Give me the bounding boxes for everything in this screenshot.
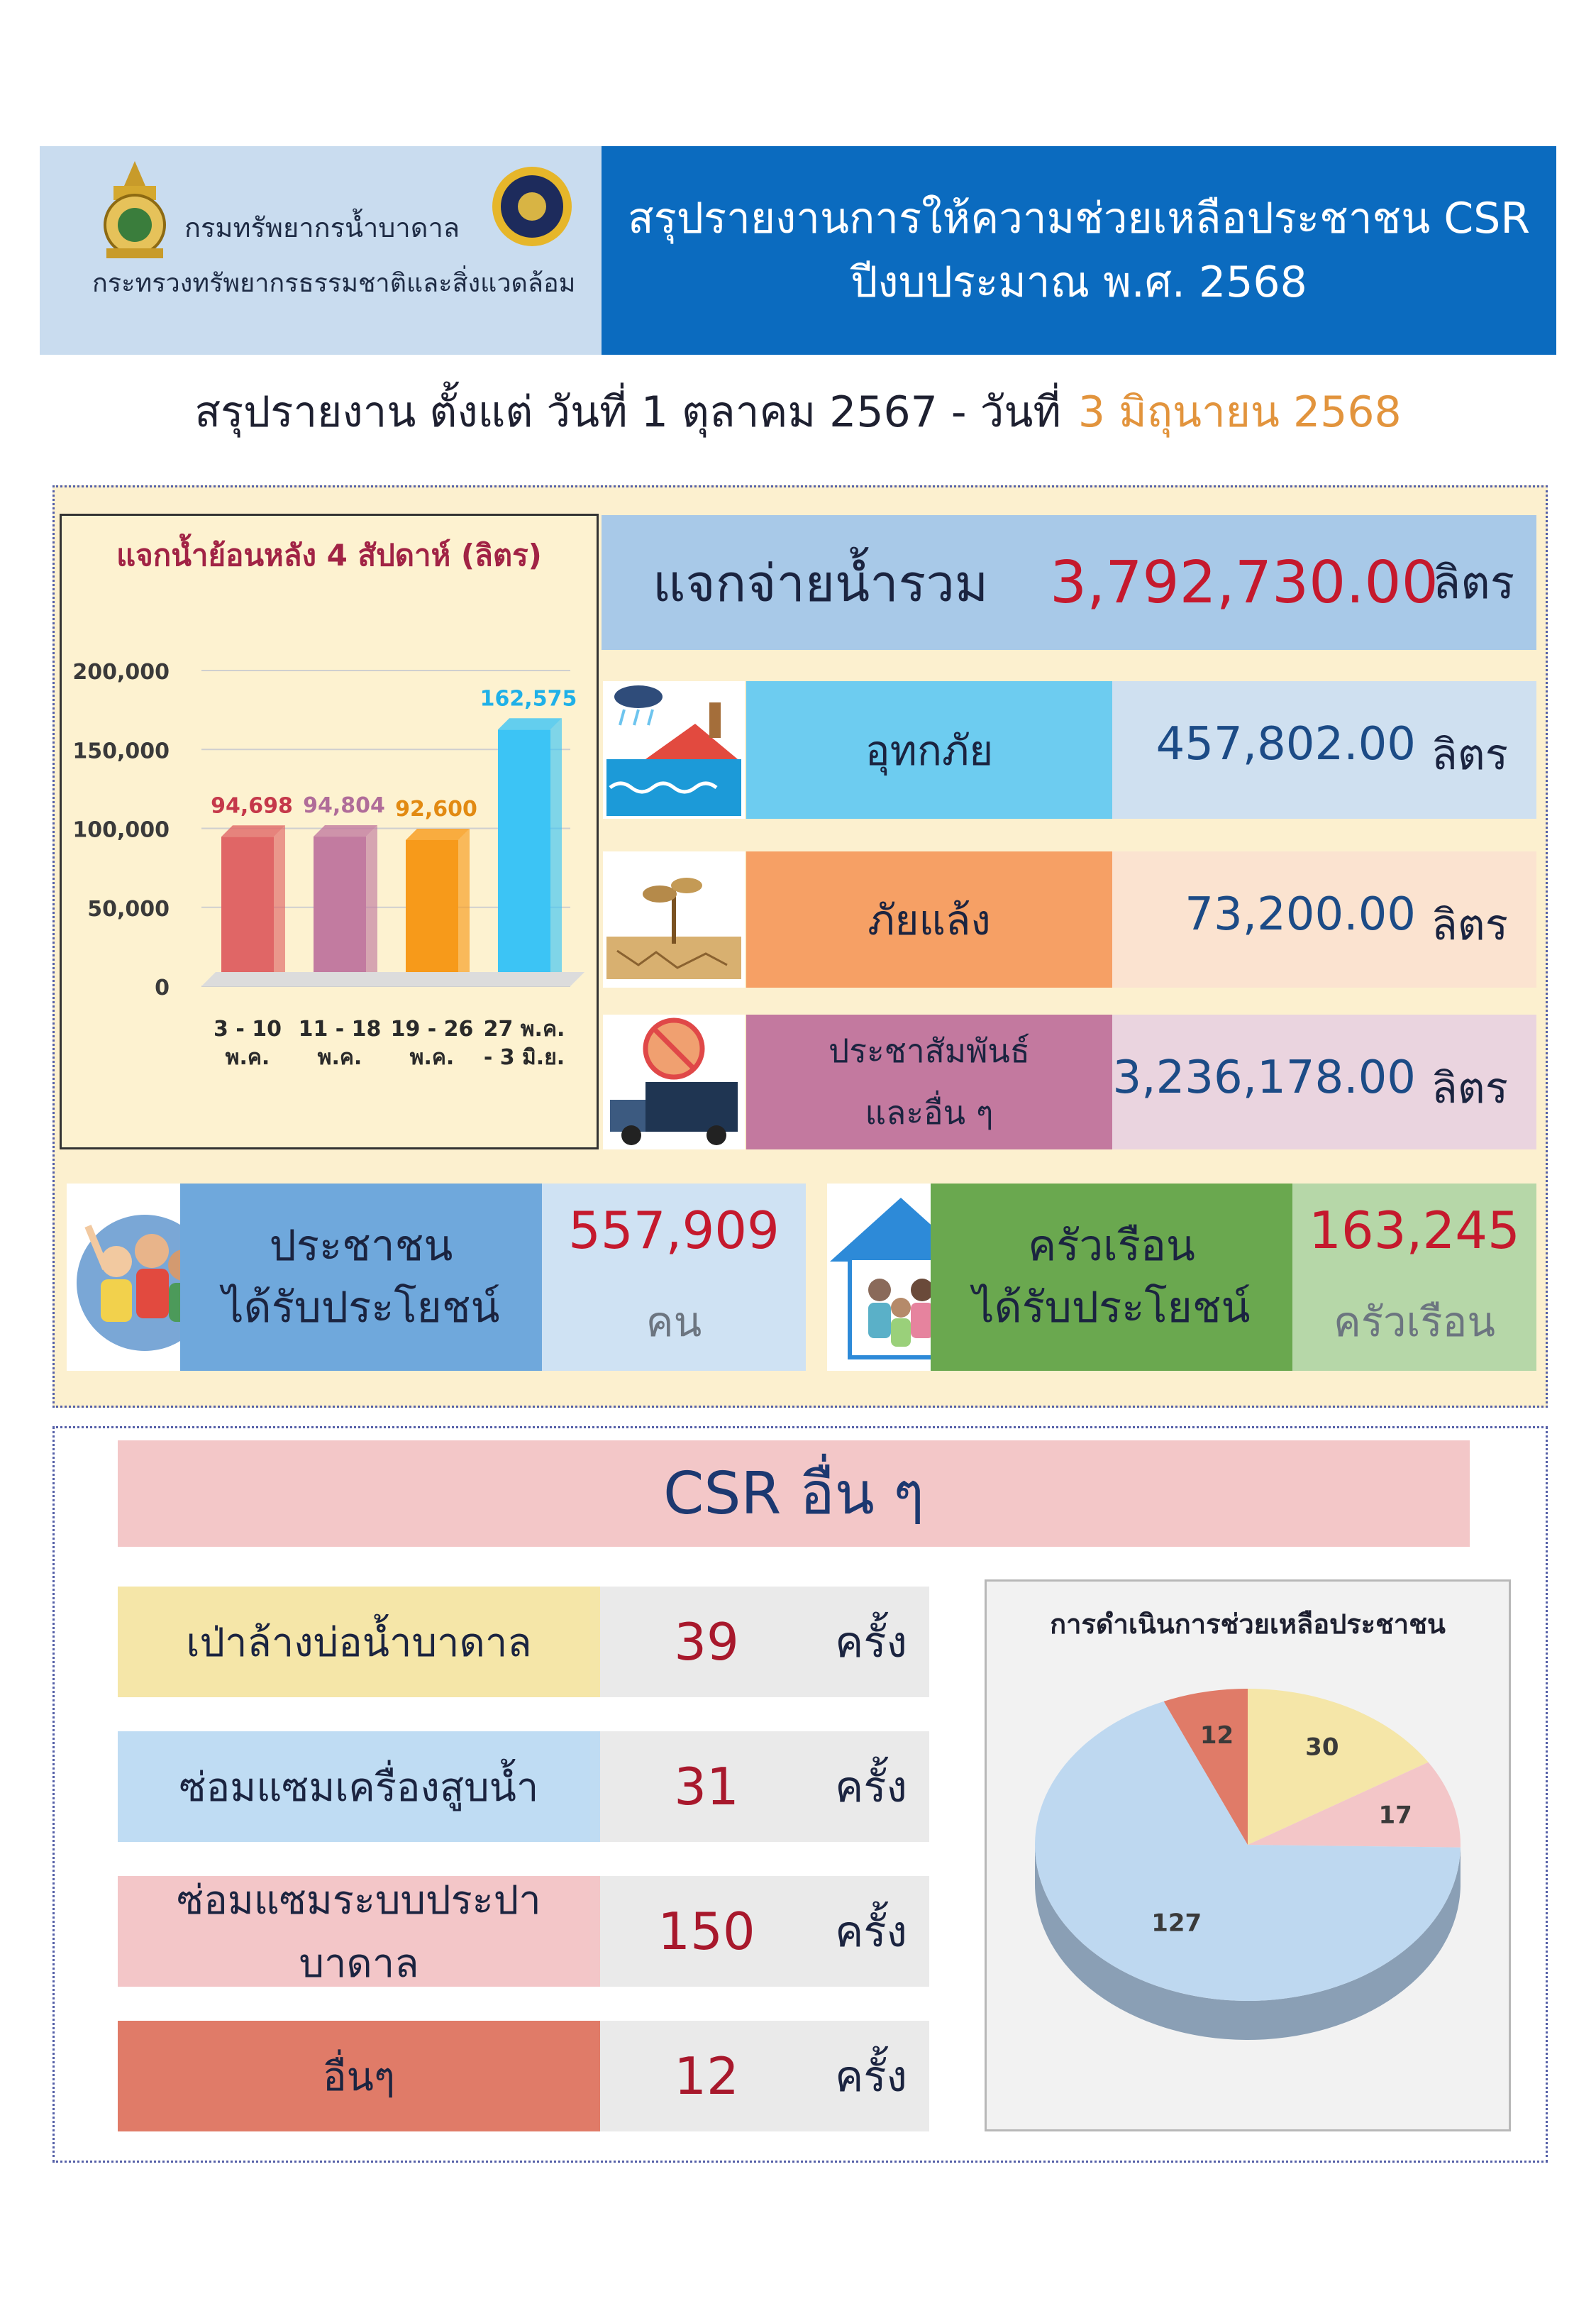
bar-chart-ytick: 100,000 (72, 817, 170, 843)
csr-row-unit: ครั้ง (813, 1731, 929, 1842)
bar-category-label: พ.ค. (409, 1045, 455, 1070)
csr-other-title: CSR อื่น ๆ (118, 1440, 1470, 1547)
households-value: 163,245 (1309, 1200, 1520, 1260)
ministry-seal-icon (489, 160, 575, 253)
pie-slice-label: 30 (1305, 1733, 1339, 1762)
csr-row-label: เป่าล้างบ่อน้ำบาดาล (118, 1587, 600, 1697)
csr-row-count: 39 (600, 1587, 813, 1697)
pr-other-value-cell (1112, 1015, 1536, 1149)
households-unit: ครัวเรือน (1334, 1297, 1495, 1346)
bar-category-label: 11 - 18 (298, 1017, 382, 1042)
bar (221, 837, 274, 986)
total-water-label: แจกจ่ายน้ำรวม (653, 553, 989, 613)
bar-category-label: พ.ค. (317, 1045, 362, 1070)
bar-side (274, 825, 285, 986)
csr-row-count: 31 (600, 1731, 813, 1842)
assistance-pie-chart (985, 1653, 1511, 2122)
bar-chart-floor (201, 972, 584, 986)
water-truck-icon (603, 1015, 745, 1149)
bar-value-label: 92,600 (395, 796, 477, 822)
people-crowd-icon (67, 1184, 180, 1371)
csr-row-unit: ครั้ง (813, 2021, 929, 2131)
bar-chart-ytick: 0 (155, 976, 170, 1000)
csr-row-label: ซ่อมแซมเครื่องสูบน้ำ (118, 1731, 600, 1842)
bar (498, 729, 550, 986)
bar-category-label: - 3 มิ.ย. (483, 1045, 565, 1070)
flood-icon (603, 681, 745, 819)
pr-other-label-line1: ประชาสัมพันธ์ (829, 1031, 1030, 1070)
bar (406, 840, 458, 986)
bar-value-label: 94,804 (303, 793, 385, 819)
csr-row-count: 12 (600, 2021, 813, 2131)
total-water-value: 3,792,730.00 (1050, 548, 1439, 617)
bar-chart-ytick: 200,000 (72, 660, 170, 685)
bar-chart-ytick: 150,000 (72, 739, 170, 764)
report-title-banner (602, 146, 1556, 355)
period-end-date: 3 มิถุนายน 2568 (1077, 387, 1402, 437)
people-label-line2: ได้รับประโยชน์ (222, 1283, 500, 1333)
bar-side (458, 829, 470, 986)
bar-category-label: 3 - 10 (214, 1017, 282, 1042)
drought-value-cell (1112, 851, 1536, 988)
drought-value: 73,200.00 (1185, 888, 1416, 941)
pie-slice-label: 127 (1151, 1909, 1202, 1938)
pie-slice-label: 17 (1378, 1801, 1412, 1830)
bar-value-label: 94,698 (211, 793, 293, 819)
flood-label: อุทกภัย (746, 681, 1112, 819)
pie-chart-title: การดำเนินการช่วยเหลือประชาชน (1050, 1609, 1446, 1640)
flood-unit: ลิตร (1431, 730, 1508, 780)
people-value: 557,909 (568, 1200, 780, 1260)
total-water-unit: ลิตร (1433, 557, 1515, 609)
households-value-cell (1292, 1184, 1536, 1371)
period-prefix: สรุปรายงาน ตั้งแต่ วันที่ 1 ตุลาคม 2567 - วันที่ (194, 387, 1061, 437)
drought-unit: ลิตร (1431, 900, 1508, 950)
people-unit: คน (645, 1297, 702, 1346)
csr-row-unit: ครั้ง (813, 1587, 929, 1697)
bar-category-label: พ.ค. (225, 1045, 270, 1070)
drought-label: ภัยแล้ง (746, 851, 1112, 988)
bar (314, 837, 366, 986)
people-label (180, 1184, 542, 1371)
people-label-line1: ประชาชน (269, 1221, 453, 1271)
households-label (931, 1184, 1292, 1371)
csr-row-label: อื่นๆ (118, 2021, 600, 2131)
report-title: สรุปรายงานการให้ความช่วยเหลือประชาชน CSR (627, 194, 1531, 243)
bar-value-label: 162,575 (480, 686, 577, 712)
bar-side (550, 718, 562, 986)
pr-other-label (746, 1015, 1112, 1149)
bar-chart-ytick: 50,000 (87, 896, 170, 922)
csr-row-unit: ครั้ง (813, 1876, 929, 1987)
bar-category-label: 27 พ.ค. (483, 1017, 565, 1042)
bar-chart-title: แจกน้ำย้อนหลัง 4 สัปดาห์ (ลิตร) (116, 538, 542, 573)
bar-side (366, 825, 377, 986)
fiscal-year: ปีงบประมาณ พ.ศ. 2568 (850, 258, 1307, 307)
pr-other-value: 3,236,178.00 (1112, 1052, 1416, 1104)
flood-value-cell (1112, 681, 1536, 819)
households-label-line2: ได้รับประโยชน์ (972, 1283, 1251, 1333)
csr-row-count: 150 (600, 1876, 813, 1987)
flood-value: 457,802.00 (1156, 718, 1416, 771)
pr-other-label-line2: และอื่น ๆ (865, 1093, 994, 1132)
agency-name: กรมทรัพยากรน้ำบาดาล (184, 212, 460, 243)
households-label-line1: ครัวเรือน (1028, 1221, 1195, 1271)
pie-slice-label: 12 (1199, 1721, 1234, 1750)
people-value-cell (542, 1184, 806, 1371)
ministry-name: กระทรวงทรัพยากรธรรมชาติและสิ่งแวดล้อม (92, 269, 576, 298)
csr-row-label: ซ่อมแซมระบบประปาบาดาล (118, 1876, 600, 1987)
agency-emblem-icon (92, 158, 177, 264)
weekly-bar-chart (60, 582, 599, 1078)
bar-category-label: 19 - 26 (390, 1017, 474, 1042)
house-family-icon (827, 1184, 931, 1371)
report-period (0, 380, 1596, 443)
drought-icon (603, 851, 745, 988)
pr-other-unit: ลิตร (1431, 1064, 1508, 1113)
